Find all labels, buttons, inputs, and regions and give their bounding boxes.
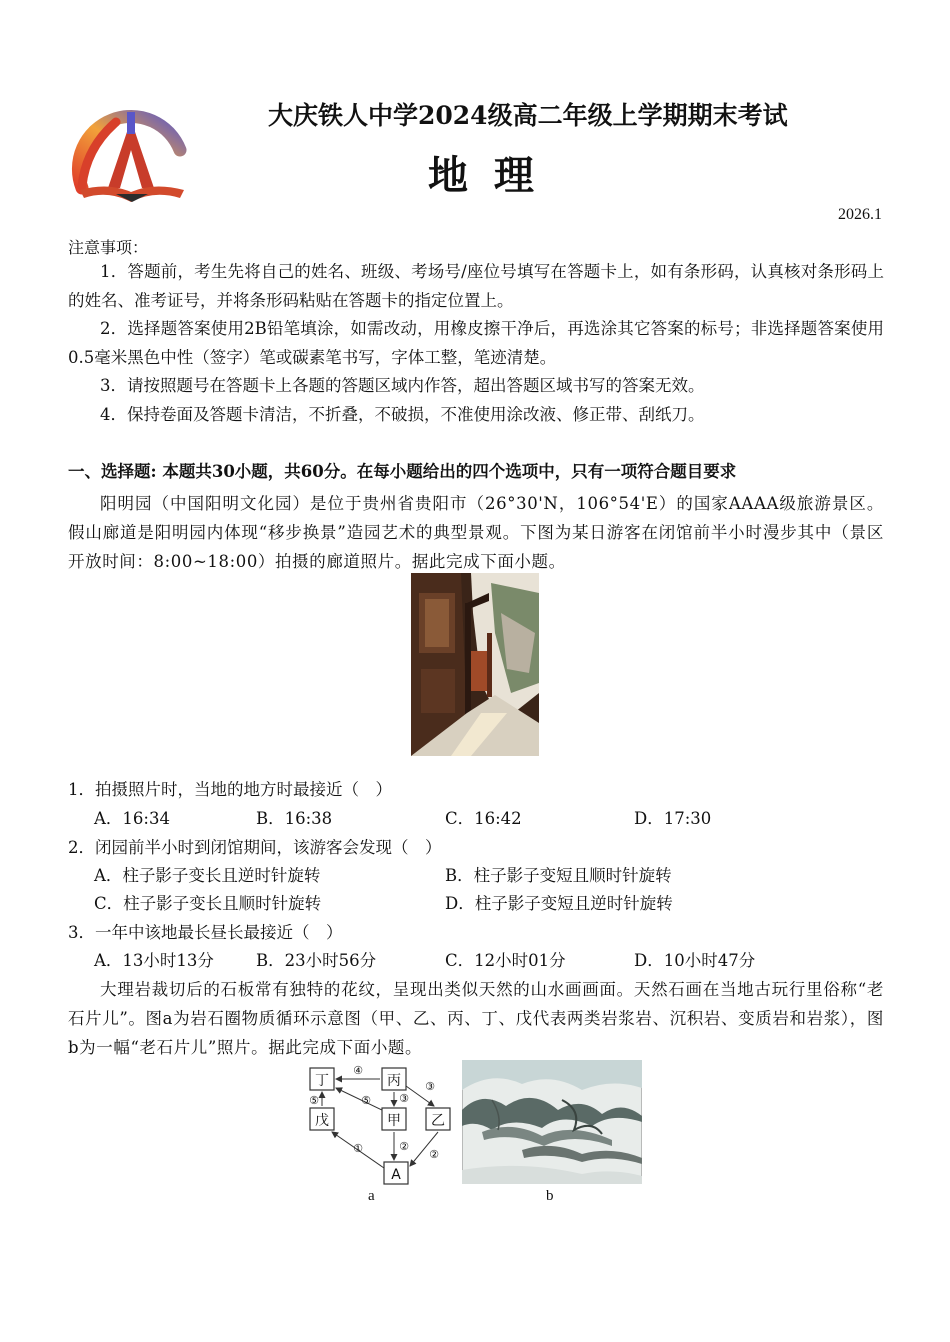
passage-2: 大理岩裁切后的石板常有独特的花纹，呈现出类似天然的山水画画面。天然石画在当地古玩行里俗称“老石片儿”。图a为岩石圈物质循环示意图（甲、乙、丙、丁、戊代表两类岩浆岩、沉积岩、变质岩和岩浆），图b为一幅“老石片儿”照片。据此完成下面小题。 [68,980,884,1057]
label-ding: 丁 [315,1073,329,1089]
corridor-photo [411,573,539,756]
subject-title: 地 理 [428,152,540,199]
arrow-label-3a: ③ [399,1092,409,1105]
q2-option-c[interactable]: C．柱子影子变长且顺时针旋转 [94,894,322,913]
question-3-stem: 3．一年中该地最长昼长最接近（ ） [68,923,343,942]
note-item-2: 2．选择题答案使用2B铅笔填涂，如需改动，用橡皮擦干净后，再选涂其它答案的标号；非选择题答案使用0.5毫米黑色中性（签字）笔或碳素笔书写，字体工整，笔迹清楚。 [68,319,884,367]
q3-option-a[interactable]: A．13小时13分 [94,951,214,970]
q3-option-c[interactable]: C．12小时01分 [445,951,566,970]
question-2-stem: 2．闭园前半小时到闭馆期间，该游客会发现（ ） [68,838,442,857]
q1-option-c[interactable]: C．16:42 [445,809,522,828]
passage-1: 阳明园（中国阳明文化园）是位于贵州省贵阳市（26°30'N，106°54'E）的国家AAAA级旅游景区。假山廊道是阳明园内体现“移步换景”造园艺术的典型景观。下图为某日游客在闭馆前半小时漫步其中（景区开放时间：8:00~18:00）拍摄的廊道照片。据此完成下面小题。 [68,494,884,571]
q3-option-b[interactable]: B．23小时56分 [256,951,377,970]
arrow-label-1: ① [353,1142,363,1155]
note-item-1: 1．答题前，考生先将自己的姓名、班级、考场号/座位号填写在答题卡上，如有条形码，认真核对条形码上的姓名、准考证号，并将条形码粘贴在答题卡的指定位置上。 [68,262,884,310]
caption-a: a [368,1188,375,1204]
label-yi: 乙 [431,1113,445,1129]
arrow-label-3b: ③ [425,1080,435,1093]
q2-option-a[interactable]: A．柱子影子变长且逆时针旋转 [94,866,321,885]
note-item-3: 3．请按照题号在答题卡上各题的答题区域内作答，超出答题区域书写的答案无效。 [100,376,705,395]
caption-b: b [546,1188,554,1204]
rock-cycle-diagram [300,1060,460,1190]
school-logo [68,98,194,216]
section-heading: 一、选择题: 本题共30小题，共60分。在每小题给出的四个选项中，只有一项符合题目要求 [68,462,737,481]
arrow-label-5b: ⑤ [361,1094,371,1107]
school-exam-title: 大庆铁人中学2024级高二年级上学期期末考试 [268,101,788,130]
q1-option-a[interactable]: A．16:34 [94,809,170,828]
question-1-stem: 1．拍摄照片时，当地的地方时最接近（ ） [68,780,392,799]
q1-option-d[interactable]: D．17:30 [634,809,712,828]
arrow-label-5a: ⑤ [309,1094,319,1107]
q3-option-d[interactable]: D．10小时47分 [634,951,756,970]
exam-date: 2026.1 [838,206,882,223]
label-wu: 戊 [315,1113,329,1129]
q2-option-b[interactable]: B．柱子影子变短且顺时针旋转 [445,866,672,885]
stone-painting-photo [462,1060,642,1184]
label-A: A [391,1167,401,1183]
label-bing: 丙 [387,1073,401,1089]
q1-option-b[interactable]: B．16:38 [256,809,333,828]
arrow-label-2a: ② [399,1140,409,1153]
label-jia: 甲 [387,1113,401,1129]
notes-heading: 注意事项： [68,238,149,257]
arrow-label-2b: ② [429,1148,439,1161]
note-item-4: 4．保持卷面及答题卡清洁，不折叠，不破损，不准使用涂改液、修正带、刮纸刀。 [100,405,705,424]
q2-option-d[interactable]: D．柱子影子变短且逆时针旋转 [445,894,673,913]
arrow-label-4: ④ [353,1064,363,1077]
